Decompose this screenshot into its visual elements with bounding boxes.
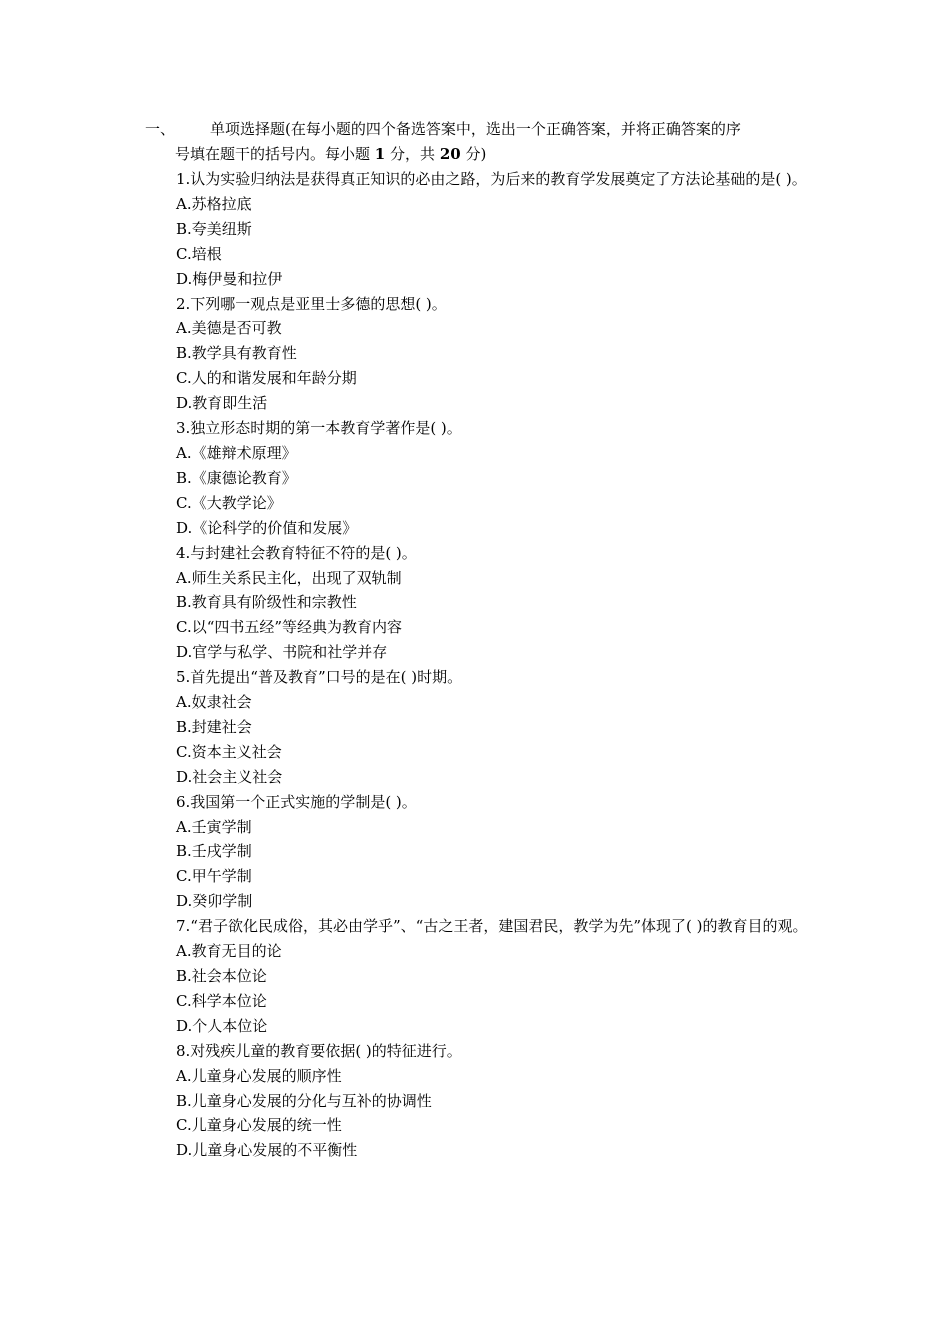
question-option-c: C.科学本位论 [176,991,267,1010]
question-option-d: D.教育即生活 [176,394,268,413]
question-6 [176,790,810,915]
section-total-points: 20 [439,145,461,163]
question-option-a: A.教育无目的论 [176,942,282,961]
question-option-a: A.师生关系民主化，出现了双轨制 [176,568,402,587]
question-stem: 2.下列哪一观点是亚里士多德的思想( )。 [176,294,447,313]
section-title-line-4: 分) [465,145,487,163]
question-7 [176,914,810,1039]
question-1 [176,167,810,292]
question-option-a: A.《雄辩术原理》 [176,443,297,462]
question-option-a: A.美德是否可教 [176,319,282,338]
question-option-c: C.以“四书五经”等经典为教育内容 [176,618,403,637]
question-option-c: C.资本主义社会 [176,742,282,761]
question-option-b: B.教育具有阶级性和宗教性 [176,593,357,612]
question-option-d: D.癸卯学制 [176,892,253,911]
question-option-a: A.苏格拉底 [176,194,252,213]
question-option-b: B.社会本位论 [176,967,267,985]
question-stem: 5.首先提出“普及教育”口号的是在( )时期。 [176,668,463,687]
question-option-a: A.奴隶社会 [176,693,252,712]
question-option-d: D.《论科学的价值和发展》 [176,518,358,537]
question-option-c: C.培根 [176,244,222,263]
question-8 [176,1039,810,1164]
question-option-c: C.人的和谐发展和年龄分期 [176,369,357,388]
question-stem: 7.“君子欲化民成俗，其必由学乎”、“古之王者，建国君民，教学为先”体现了( )的教育目的观。 [176,917,808,936]
section-title-line-1: 单项选择题(在每小题的四个备选答案中，选出一个正确答案，并将正确答案的序 [210,120,741,138]
question-option-d: D.个人本位论 [176,1016,268,1035]
question-option-b: B.教学具有教育性 [176,344,297,363]
question-stem: 6.我国第一个正式实施的学制是( )。 [176,792,417,811]
question-stem: 3.独立形态时期的第一本教育学著作是( )。 [176,419,462,438]
question-4 [176,541,810,666]
question-option-d: D.儿童身心发展的不平衡性 [176,1141,358,1160]
question-option-b: B.儿童身心发展的分化与互补的协调性 [176,1091,432,1110]
section-number: 一、 [145,120,176,138]
question-option-d: D.社会主义社会 [176,767,283,786]
question-option-b: B.封建社会 [176,717,252,736]
question-option-a: A.壬寅学制 [176,817,252,836]
question-5 [176,665,810,790]
question-list [176,167,810,1163]
section-title-line-2: 号填在题干的括号内。每小题 [175,145,371,163]
question-option-d: D.官学与私学、书院和社学并存 [176,643,388,662]
question-stem: 4.与封建社会教育特征不符的是( )。 [176,543,417,562]
question-option-d: D.梅伊曼和拉伊 [176,269,283,288]
question-option-b: B.夸美纽斯 [176,219,252,238]
question-option-a: A.儿童身心发展的顺序性 [176,1066,342,1085]
question-option-c: C.《大教学论》 [176,493,282,512]
question-stem: 8.对残疾儿童的教育要依据( )的特征进行。 [176,1041,462,1060]
question-3 [176,416,810,541]
question-2 [176,292,810,417]
section-title [145,117,810,167]
section-points-per-question: 1 [374,145,386,163]
section-title-line-3: 分，共 [390,145,436,163]
section-header [145,117,810,167]
question-option-c: C.甲午学制 [176,867,252,886]
question-option-b: B.壬戌学制 [176,842,252,861]
question-option-b: B.《康德论教育》 [176,468,297,487]
question-stem: 1.认为实验归纳法是获得真正知识的必由之路，为后来的教育学发展奠定了方法论基础的是( )。 [176,170,807,188]
question-option-c: C.儿童身心发展的统一性 [176,1116,342,1135]
